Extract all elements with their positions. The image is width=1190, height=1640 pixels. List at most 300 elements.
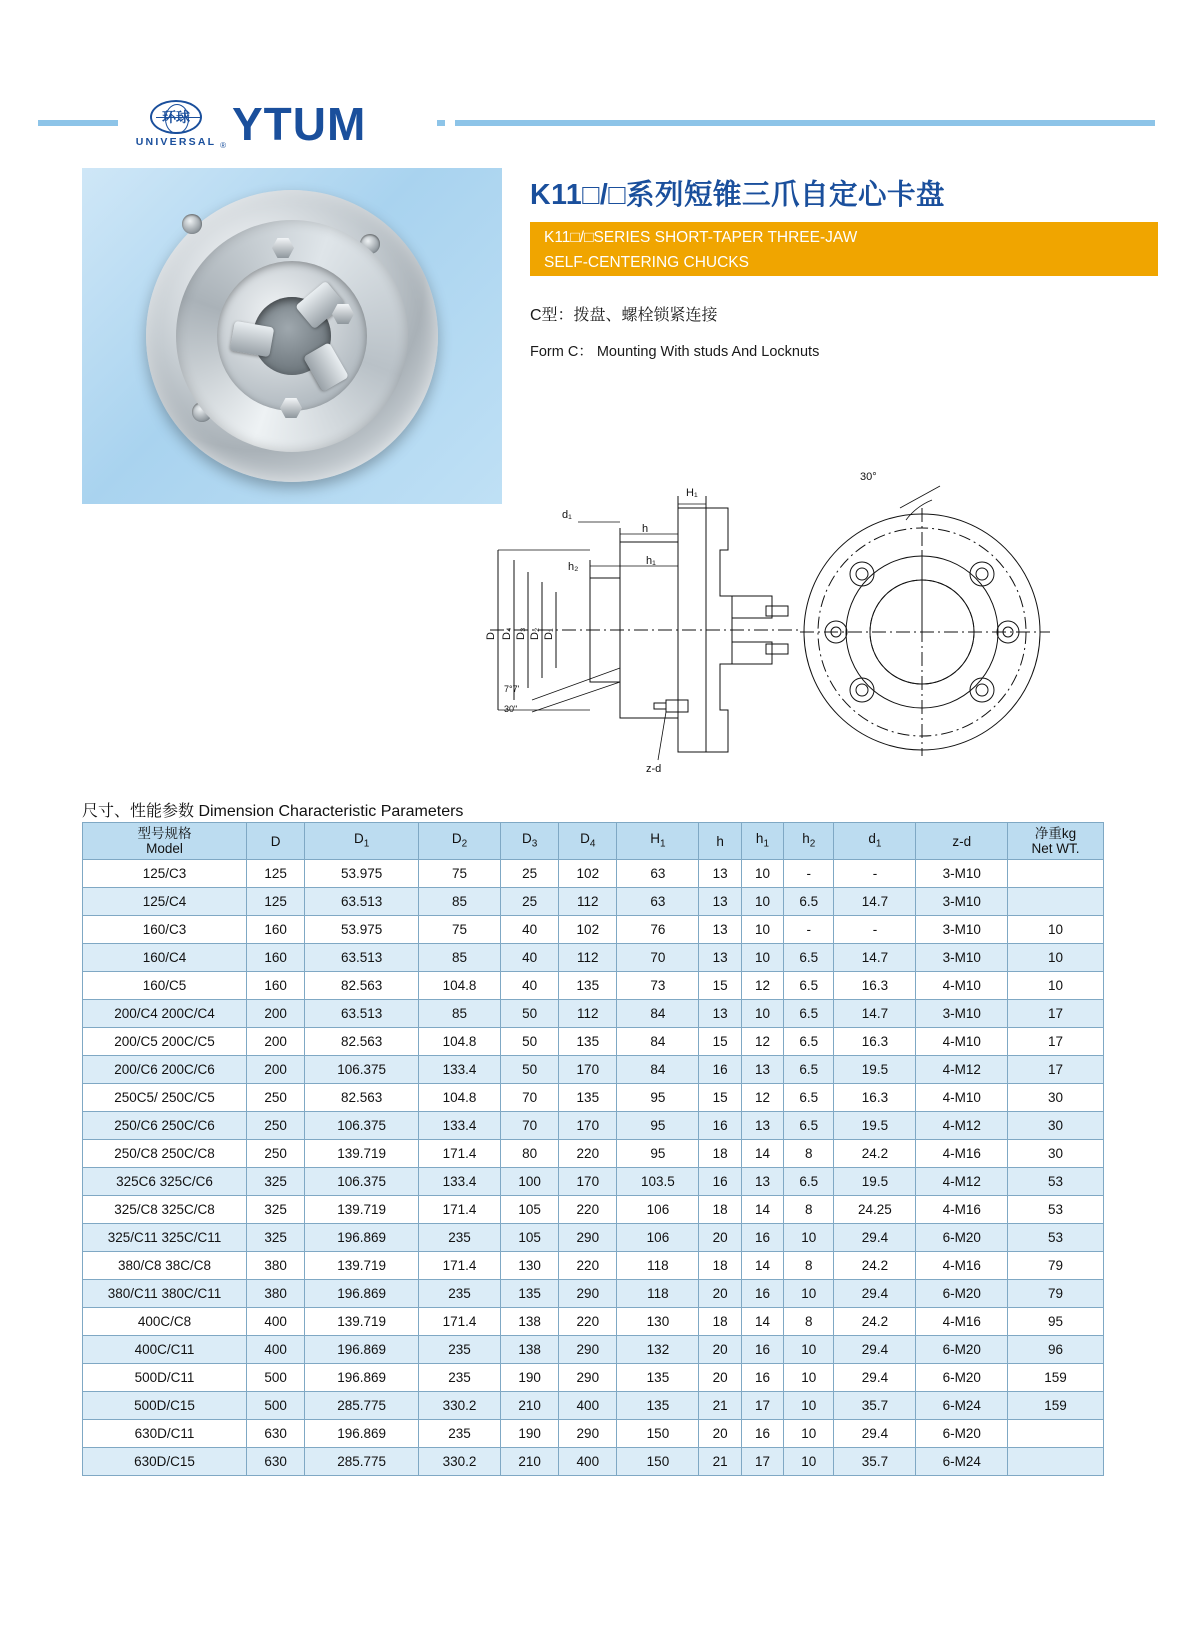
cell-value: 20 [699,1280,741,1308]
cell-value: 100 [501,1168,559,1196]
cell-value: 16 [741,1224,783,1252]
cell-value: 14 [741,1308,783,1336]
parameters-table [82,822,1104,1476]
cell-value: 170 [559,1168,617,1196]
brand-wordmark: YTUM [232,98,367,150]
cell-value: 30 [1008,1084,1104,1112]
label-angle-30: 30° [860,471,877,483]
label-D3: D₃ [515,627,527,640]
cell-value: 8 [784,1252,834,1280]
cell-value: 3-M10 [916,888,1008,916]
cell-value: 50 [501,1056,559,1084]
col-D2: $D_2$ [418,823,500,860]
cell-value: 16 [699,1056,741,1084]
cell-value: 250 [247,1112,305,1140]
table-header-row [83,823,1104,860]
table-row [83,1336,1104,1364]
cell-value: 4-M16 [916,1140,1008,1168]
cell-value: 6-M24 [916,1392,1008,1420]
table-row [83,1280,1104,1308]
cell-value: 6.5 [784,1056,834,1084]
label-H1: H₁ [686,487,698,499]
cell-value: 139.719 [305,1140,419,1168]
table-row [83,1112,1104,1140]
cell-value: 132 [617,1336,699,1364]
cell-model: 200/C5 200C/C5 [83,1028,247,1056]
cell-value: 196.869 [305,1280,419,1308]
cell-value: 13 [741,1056,783,1084]
cell-value: 20 [699,1364,741,1392]
cell-value: 105 [501,1224,559,1252]
cell-value: 95 [617,1112,699,1140]
cell-value: 104.8 [418,972,500,1000]
cell-value: 235 [418,1420,500,1448]
cell-model: 630D/C11 [83,1420,247,1448]
cell-value: 85 [418,888,500,916]
cell-value: 53 [1008,1196,1104,1224]
label-taper2: 30" [504,704,518,714]
cell-value: 10 [784,1224,834,1252]
cell-value: 20 [699,1420,741,1448]
table-body [83,860,1104,1476]
table-row [83,1168,1104,1196]
cell-value: 210 [501,1448,559,1476]
cell-value: 6.5 [784,888,834,916]
cell-value: 21 [699,1392,741,1420]
cell-value: 95 [617,1084,699,1112]
cell-value: 159 [1008,1364,1104,1392]
cell-value: 13 [699,888,741,916]
cell-value: 200 [247,1000,305,1028]
cell-value: 106 [617,1196,699,1224]
cell-value: 63 [617,888,699,916]
cell-value: 133.4 [418,1168,500,1196]
cell-value: 40 [501,944,559,972]
table-row [83,916,1104,944]
cell-value: 29.4 [834,1336,916,1364]
col-zd: z-d [916,823,1008,860]
cell-value: 12 [741,1028,783,1056]
table-row [83,1028,1104,1056]
cell-value: 12 [741,1084,783,1112]
cell-value: 6-M20 [916,1364,1008,1392]
cell-value: 16.3 [834,972,916,1000]
cell-value: 70 [501,1084,559,1112]
cell-model: 160/C3 [83,916,247,944]
label-d1: d₁ [562,509,572,521]
table-row [83,1364,1104,1392]
cell-value [1008,860,1104,888]
cell-value: 106.375 [305,1056,419,1084]
label-taper: 7°7' [504,684,520,694]
cell-value: 330.2 [418,1392,500,1420]
cell-value: 133.4 [418,1056,500,1084]
label-D2: D₂ [529,627,541,640]
cell-value: 160 [247,944,305,972]
product-title-en-line2: SELF-CENTERING CHUCKS [544,254,749,271]
cell-value: 75 [418,916,500,944]
cell-value: 53.975 [305,916,419,944]
table-row [83,1056,1104,1084]
col-model-cn: 型号规格 [137,826,192,841]
cell-value: 63.513 [305,1000,419,1028]
cell-value: 25 [501,860,559,888]
mounting-form-cn: C型：拨盘、螺栓锁紧连接 [530,307,718,324]
cell-value: 135 [559,1084,617,1112]
cell-value: 4-M10 [916,1028,1008,1056]
cell-value: 290 [559,1364,617,1392]
table-caption: 尺寸、性能参数 Dimension Characteristic Parameters [82,803,464,820]
cell-value: 13 [699,916,741,944]
cell-value: 130 [501,1252,559,1280]
cell-value: 10 [741,916,783,944]
cell-value: 118 [617,1252,699,1280]
cell-value: 135 [617,1364,699,1392]
cell-value: 380 [247,1252,305,1280]
product-title-cn: K11□/□系列短锥三爪自定心卡盘 [530,179,946,211]
cell-value: 220 [559,1140,617,1168]
col-D3: $D_3$ [501,823,559,860]
cell-value: 290 [559,1280,617,1308]
cell-value: 200 [247,1028,305,1056]
cell-value: - [784,916,834,944]
cell-value: 170 [559,1112,617,1140]
cell-value: 53 [1008,1224,1104,1252]
cell-value: 84 [617,1000,699,1028]
cell-value: 106.375 [305,1168,419,1196]
cell-value: 133.4 [418,1112,500,1140]
cell-value: 6.5 [784,1028,834,1056]
product-title-en-band [530,222,1158,276]
cell-value: 15 [699,1084,741,1112]
table-row [83,1420,1104,1448]
cell-value: 14 [741,1140,783,1168]
cell-value: 13 [741,1112,783,1140]
cell-value: 6-M20 [916,1224,1008,1252]
cell-value: 50 [501,1028,559,1056]
cell-value: - [784,860,834,888]
cell-value: 150 [617,1420,699,1448]
cell-value: 196.869 [305,1336,419,1364]
cell-value: 21 [699,1448,741,1476]
cell-value: 10 [784,1280,834,1308]
mounting-form-en: Form C： Mounting With studs And Locknuts [530,344,820,360]
globe-icon [150,100,202,134]
locknut-icon [272,238,294,258]
cell-model: 500D/C15 [83,1392,247,1420]
cell-value: 102 [559,916,617,944]
cell-value: 190 [501,1420,559,1448]
cell-model: 250/C8 250C/C8 [83,1140,247,1168]
cell-value: 220 [559,1308,617,1336]
cell-value: 196.869 [305,1364,419,1392]
universal-logo [128,96,224,152]
cell-value: 4-M10 [916,1084,1008,1112]
cell-model: 325/C8 325C/C8 [83,1196,247,1224]
cell-value: 105 [501,1196,559,1224]
cell-value: 13 [699,1000,741,1028]
chuck-ring-outer [176,220,408,452]
cell-model: 160/C4 [83,944,247,972]
cell-value: 35.7 [834,1448,916,1476]
cell-value: 8 [784,1140,834,1168]
label-h: h [642,523,649,535]
cell-value: 106 [617,1224,699,1252]
cell-value: 19.5 [834,1056,916,1084]
cell-value: 82.563 [305,1084,419,1112]
cell-value: 15 [699,972,741,1000]
cell-value: 10 [741,1000,783,1028]
cell-value: 102 [559,860,617,888]
cell-value: 250 [247,1140,305,1168]
cell-value: 16 [699,1112,741,1140]
parameters-table-wrap [82,822,1104,1476]
cell-value: 139.719 [305,1308,419,1336]
cell-value: 196.869 [305,1224,419,1252]
cell-value: 135 [559,1028,617,1056]
cell-value: 17 [1008,1000,1104,1028]
cell-value: 40 [501,972,559,1000]
cell-value: 84 [617,1028,699,1056]
cell-value: 190 [501,1364,559,1392]
cell-model: 400C/C8 [83,1308,247,1336]
cell-value: 500 [247,1364,305,1392]
cell-value: 85 [418,944,500,972]
cell-value: 12 [741,972,783,1000]
cell-value: 40 [501,916,559,944]
cell-model: 325/C11 325C/C11 [83,1224,247,1252]
cell-value: 10 [741,944,783,972]
cell-value: 325 [247,1224,305,1252]
product-photo [82,168,502,504]
cell-value: 200 [247,1056,305,1084]
cell-value: 20 [699,1224,741,1252]
cell-value: 290 [559,1336,617,1364]
cell-value: 10 [784,1420,834,1448]
cell-value: 30 [1008,1140,1104,1168]
cell-model: 200/C6 200C/C6 [83,1056,247,1084]
cell-value: 130 [617,1308,699,1336]
cell-value: 16 [741,1364,783,1392]
cell-value: 95 [1008,1308,1104,1336]
cell-model: 250/C6 250C/C6 [83,1112,247,1140]
cell-model: 400C/C11 [83,1336,247,1364]
cell-value: 75 [418,860,500,888]
cell-value: 82.563 [305,1028,419,1056]
cell-value: 10 [784,1364,834,1392]
cell-value: 63.513 [305,944,419,972]
cell-value: 104.8 [418,1084,500,1112]
cell-value: 125 [247,888,305,916]
cell-value: 196.869 [305,1420,419,1448]
col-net-cn: 净重kg [1034,826,1077,841]
cell-value: 630 [247,1420,305,1448]
registered-mark-icon: ® [220,141,226,150]
cell-value: 70 [617,944,699,972]
col-net-weight [1008,823,1104,860]
cell-model: 380/C11 380C/C11 [83,1280,247,1308]
label-D: D [485,632,497,640]
table-row [83,1196,1104,1224]
cell-value: 380 [247,1280,305,1308]
cell-value: 25 [501,888,559,916]
cell-value: 18 [699,1308,741,1336]
cell-value: 16.3 [834,1084,916,1112]
cell-value: 330.2 [418,1448,500,1476]
cell-value: 14 [741,1252,783,1280]
cell-value: 13 [699,944,741,972]
cell-value: 400 [559,1392,617,1420]
col-D1: $D_1$ [305,823,419,860]
cell-model: 250C5/ 250C/C5 [83,1084,247,1112]
cell-value: 160 [247,972,305,1000]
drawing-svg [470,400,1070,790]
table-row [83,1140,1104,1168]
product-title-en-line1: K11□/□SERIES SHORT-TAPER THREE-JAW [544,229,858,246]
page-header [0,78,1190,168]
cell-value: 29.4 [834,1280,916,1308]
cell-value: 171.4 [418,1252,500,1280]
label-h2: h₂ [568,561,579,573]
cell-value: 112 [559,1000,617,1028]
label-zd: z-d [646,763,662,775]
cell-value: 250 [247,1084,305,1112]
cell-value: 220 [559,1252,617,1280]
cell-value: 63.513 [305,888,419,916]
cell-value: 210 [501,1392,559,1420]
cell-value: 16 [699,1168,741,1196]
cell-value: 82.563 [305,972,419,1000]
cell-value: 106.375 [305,1112,419,1140]
cell-value: 171.4 [418,1308,500,1336]
cell-value: - [834,860,916,888]
cell-value: 171.4 [418,1140,500,1168]
cell-value [1008,1448,1104,1476]
cell-value: 29.4 [834,1224,916,1252]
cell-model: 630D/C15 [83,1448,247,1476]
cell-value: 235 [418,1224,500,1252]
cell-model: 325C6 325C/C6 [83,1168,247,1196]
cell-value: 220 [559,1196,617,1224]
cell-value: 6.5 [784,1112,834,1140]
table-row [83,1000,1104,1028]
cell-value: 29.4 [834,1364,916,1392]
cell-value: 104.8 [418,1028,500,1056]
cell-value: 4-M12 [916,1056,1008,1084]
cell-value: 4-M12 [916,1168,1008,1196]
cell-value: 17 [741,1448,783,1476]
cell-value: 290 [559,1420,617,1448]
cell-value: 6-M20 [916,1420,1008,1448]
cell-value: 6-M24 [916,1448,1008,1476]
cell-value: 400 [247,1336,305,1364]
cell-value: 50 [501,1000,559,1028]
col-d1: $d_1$ [834,823,916,860]
cell-value: 8 [784,1308,834,1336]
cell-value: 17 [741,1392,783,1420]
cell-value: 73 [617,972,699,1000]
cell-value: 285.775 [305,1448,419,1476]
cell-value: 17 [1008,1056,1104,1084]
cell-value: 18 [699,1196,741,1224]
cell-value: 3-M10 [916,860,1008,888]
cell-value: 160 [247,916,305,944]
cell-value: 103.5 [617,1168,699,1196]
table-row [83,944,1104,972]
cell-value: 79 [1008,1280,1104,1308]
cell-value: 76 [617,916,699,944]
cell-value: 235 [418,1364,500,1392]
cell-value: 138 [501,1336,559,1364]
cell-value: 8 [784,1196,834,1224]
cell-value: 135 [559,972,617,1000]
cell-value: 14 [741,1196,783,1224]
cell-value: 10 [741,860,783,888]
cell-value: 24.2 [834,1308,916,1336]
cell-value: 14.7 [834,944,916,972]
cell-value: 16 [741,1280,783,1308]
logo-badge-text: 环球 [162,109,190,125]
cell-value: 170 [559,1056,617,1084]
cell-value: 24.2 [834,1252,916,1280]
cell-value: 24.2 [834,1140,916,1168]
cell-value: 112 [559,888,617,916]
cell-value: 17 [1008,1028,1104,1056]
cell-value: 10 [784,1336,834,1364]
cell-value: 4-M10 [916,972,1008,1000]
cell-value: 18 [699,1140,741,1168]
cell-value: 14.7 [834,888,916,916]
label-D1: D₁ [543,628,555,640]
col-h2: $h_2$ [784,823,834,860]
cell-value: 16.3 [834,1028,916,1056]
cell-value: 325 [247,1196,305,1224]
cell-value: - [834,916,916,944]
cell-value: 4-M16 [916,1252,1008,1280]
cell-value [1008,1420,1104,1448]
cell-value: 14.7 [834,1000,916,1028]
cell-value: 10 [1008,972,1104,1000]
cell-value: 4-M16 [916,1308,1008,1336]
cell-value: 6.5 [784,972,834,1000]
table-row [83,1308,1104,1336]
table-row [83,888,1104,916]
cell-value: 235 [418,1336,500,1364]
cell-value: 400 [559,1448,617,1476]
cell-value: 63 [617,860,699,888]
cell-value: 35.7 [834,1392,916,1420]
cell-value: 118 [617,1280,699,1308]
col-h: h [699,823,741,860]
label-D4: D₄ [501,627,513,640]
cell-model: 125/C3 [83,860,247,888]
cell-value: 6.5 [784,1000,834,1028]
cell-value: 138 [501,1308,559,1336]
cell-value: 20 [699,1336,741,1364]
cell-value: 150 [617,1448,699,1476]
cell-model: 380/C8 38C/C8 [83,1252,247,1280]
cell-value: 16 [741,1336,783,1364]
cell-value: 159 [1008,1392,1104,1420]
cell-model: 500D/C11 [83,1364,247,1392]
cell-value: 10 [1008,916,1104,944]
header-rule-right [455,120,1155,126]
table-row [83,860,1104,888]
cell-value: 235 [418,1280,500,1308]
table-row [83,1392,1104,1420]
cell-value: 3-M10 [916,944,1008,972]
cell-model: 160/C5 [83,972,247,1000]
